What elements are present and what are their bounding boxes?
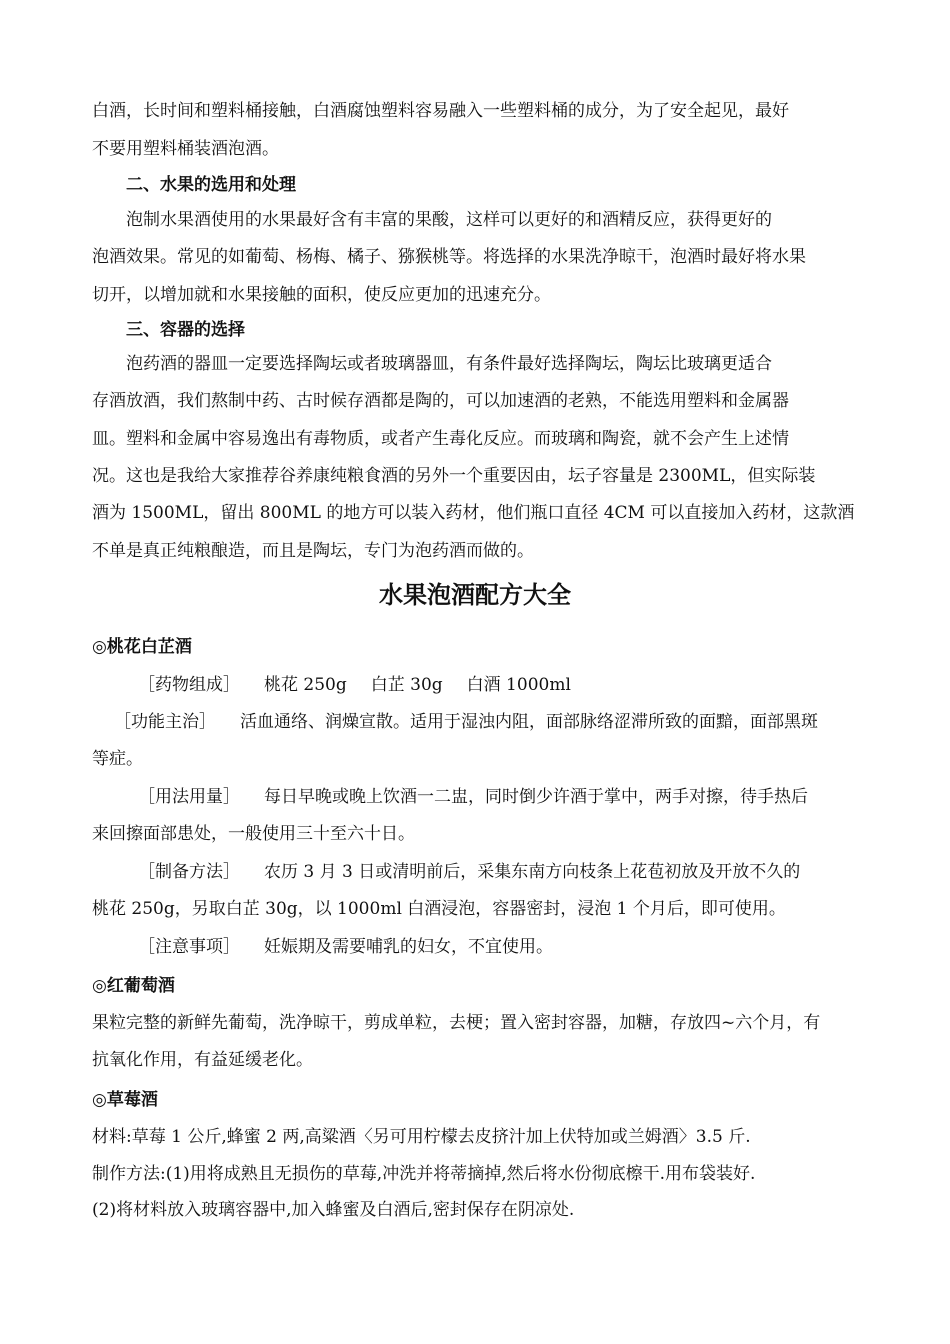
section-heading-fruit: 二、水果的选用和处理 xyxy=(126,175,296,195)
paragraph-line: 泡制水果酒使用的水果最好含有丰富的果酸，这样可以更好的和酒精反应，获得更好的 xyxy=(126,210,772,230)
paragraph-line: 等症。 xyxy=(92,749,143,769)
paragraph-line: 皿。塑料和金属中容易逸出有毒物质，或者产生毒化反应。而玻璃和陶瓷，就不会产生上述情 xyxy=(92,429,789,449)
note-text: 妊娠期及需要哺乳的妇女，不宜使用。 xyxy=(264,937,553,957)
recipe-function xyxy=(92,711,858,733)
section-heading-container: 三、容器的选择 xyxy=(126,320,245,340)
paragraph-line: 桃花 250g，另取白芷 30g，以 1000ml 白酒浸泡，容器密封，浸泡 1 个月后，即可使用。 xyxy=(92,899,786,919)
ingredients-label: ［药物组成］ xyxy=(138,675,240,695)
section-title: 水果泡酒配方大全 xyxy=(379,581,571,609)
paragraph-line: 酒为 1500ML，留出 800ML 的地方可以装入药材，他们瓶口直径 4CM 可以直接加入药材，这款酒 xyxy=(92,503,855,523)
usage-label: ［用法用量］ xyxy=(138,787,240,807)
recipe-notes xyxy=(92,936,858,958)
function-label: ［功能主治］ xyxy=(114,712,216,732)
note-label: ［注意事项］ xyxy=(138,937,240,957)
paragraph-line: 泡酒效果。常见的如葡萄、杨梅、橘子、猕猴桃等。将选择的水果洗净晾干，泡酒时最好将水果 xyxy=(92,247,806,267)
paragraph-line: (2)将材料放入玻璃容器中,加入蜂蜜及白酒后,密封保存在阴凉处. xyxy=(92,1200,575,1220)
recipe-name-grape: ◎红葡萄酒 xyxy=(92,976,175,996)
recipe-name-strawberry: ◎草莓酒 xyxy=(92,1090,158,1110)
paragraph-line: 抗氧化作用，有益延缓老化。 xyxy=(92,1050,313,1070)
paragraph-line: 泡药酒的器皿一定要选择陶坛或者玻璃器皿，有条件最好选择陶坛，陶坛比玻璃更适合 xyxy=(126,354,772,374)
ingredient-3: 白酒 1000ml xyxy=(466,675,571,695)
function-text: 活血通络、润燥宣散。适用于湿浊内阻，面部脉络涩滞所致的面黯，面部黑斑 xyxy=(240,712,818,732)
ingredient-2: 白芷 30g xyxy=(370,675,443,695)
prep-text: 农历 3 月 3 日或清明前后，采集东南方向枝条上花苞初放及开放不久的 xyxy=(264,862,801,882)
recipe-name-peach: ◎桃花白芷酒 xyxy=(92,637,192,657)
paragraph-line: 果粒完整的新鲜先葡萄，洗净晾干，剪成单粒，去梗；置入密封容器，加糖，存放四~六个月，有 xyxy=(92,1013,821,1033)
paragraph-line: 材料:草莓 1 公斤,蜂蜜 2 两,高粱酒〈另可用柠檬去皮挤汁加上伏特加或兰姆酒〉3.5 斤. xyxy=(92,1127,751,1147)
paragraph-line: 不单是真正纯粮酿造，而且是陶坛，专门为泡药酒而做的。 xyxy=(92,541,534,561)
paragraph-line: 不要用塑料桶装酒泡酒。 xyxy=(92,139,279,159)
recipe-ingredients xyxy=(92,674,858,696)
paragraph-line: 况。这也是我给大家推荐谷养康纯粮食酒的另外一个重要因由，坛子容量是 2300ML，但实际装 xyxy=(92,466,816,486)
paragraph-line: 来回擦面部患处，一般使用三十至六十日。 xyxy=(92,824,415,844)
recipe-usage xyxy=(92,786,858,808)
paragraph-line: 存酒放酒，我们熬制中药、古时候存酒都是陶的，可以加速酒的老熟，不能选用塑料和金属器 xyxy=(92,391,789,411)
ingredient-1: 桃花 250g xyxy=(264,675,347,695)
paragraph-line: 白酒，长时间和塑料桶接触，白酒腐蚀塑料容易融入一些塑料桶的成分，为了安全起见，最好 xyxy=(92,101,789,121)
paragraph-line: 切开，以增加就和水果接触的面积，使反应更加的迅速充分。 xyxy=(92,285,551,305)
recipe-preparation xyxy=(92,861,858,883)
usage-text: 每日早晚或晚上饮酒一二盅，同时倒少许酒于掌中，两手对擦，待手热后 xyxy=(264,787,808,807)
prep-label: ［制备方法］ xyxy=(138,862,240,882)
paragraph-line: 制作方法:(1)用将成熟且无损伤的草莓,冲洗并将蒂摘掉,然后将水份彻底檫干.用布袋装好. xyxy=(92,1164,756,1184)
